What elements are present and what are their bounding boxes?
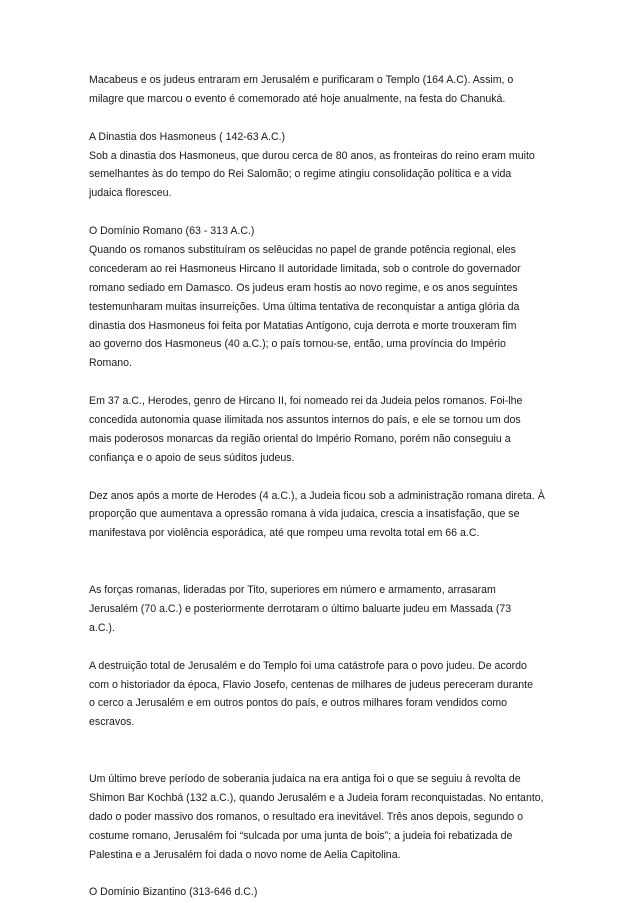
text-line: concedida autonomia quase ilimitada nos assuntos internos do país, e ele se tornou um dos	[89, 414, 521, 427]
text-line: Um último breve período de soberania judaica na era antiga foi o que se seguiu à revolta de	[89, 772, 521, 785]
text-line: costume romano, Jerusalém foi “sulcada por uma junta de bois”; a judeia foi rebatizada de	[89, 829, 513, 842]
paragraph-spacer	[89, 468, 559, 487]
text-line: concederam ao rei Hasmoneus Hircano II autoridade limitada, sob o controle do governador	[89, 262, 521, 275]
text-line: confiança e o apoio de seus súditos judeus.	[89, 451, 295, 464]
paragraph-destruicao	[89, 657, 559, 733]
text-line: ao governo dos Hasmoneus (40 a.C.); o país tornou-se, então, uma província do Império	[89, 338, 506, 351]
paragraph-spacer	[89, 864, 559, 883]
text-line: Shimon Bar Kochbá (132 a.C.), quando Jerusalém e a Judeia foram reconquistadas. No entanto,	[89, 791, 544, 804]
paragraph-bar-kochba	[89, 770, 559, 864]
paragraph-spacer	[89, 203, 559, 222]
text-line: Em 37 a.C., Herodes, genro de Hircano II, foi nomeado rei da Judeia pelos romanos. Foi-lhe	[89, 395, 523, 408]
text-line: Sob a dinastia dos Hasmoneus, que durou cerca de 80 anos, as fronteiras do reino eram muito	[89, 149, 535, 162]
paragraph-spacer	[89, 732, 559, 770]
section-heading: O Domínio Bizantino (313-646 d.C.)	[89, 886, 258, 899]
paragraph-spacer	[89, 543, 559, 581]
paragraph-revolta	[89, 487, 559, 544]
text-line: a.C.).	[89, 621, 115, 634]
section-heading: O Domínio Romano (63 - 313 A.C.)	[89, 225, 255, 238]
paragraph-herodes	[89, 392, 559, 468]
paragraph-bizantino	[89, 883, 559, 902]
text-line: judaica floresceu.	[89, 187, 172, 200]
text-line: A destruição total de Jerusalém e do Templo foi uma catástrofe para o povo judeu. De acordo	[89, 659, 527, 672]
text-line: escravos.	[89, 716, 135, 729]
text-line: com o historiador da época, Flavio Josefo, centenas de milhares de judeus pereceram durante	[89, 678, 534, 691]
paragraph-macabeus	[89, 71, 559, 109]
paragraph-spacer	[89, 373, 559, 392]
text-line: dado o poder massivo dos romanos, o resultado era inevitável. Três anos depois, segundo o	[89, 810, 524, 823]
text-line: testemunharam muitas insurreições. Uma última tentativa de reconquistar a antiga glória da	[89, 300, 520, 313]
text-line: Jerusalém (70 a.C.) e posteriormente derrotaram o último baluarte judeu em Massada (73	[89, 602, 512, 615]
text-line: milagre que marcou o evento é comemorado até hoje anualmente, na festa do Chanuká.	[89, 92, 506, 105]
paragraph-dominio-romano	[89, 222, 559, 373]
text-line: manifestava por violência esporádica, até que rompeu uma revolta total em 66 a.C.	[89, 527, 480, 540]
text-line: As forças romanas, lideradas por Tito, superiores em número e armamento, arrasaram	[89, 584, 496, 597]
paragraph-forcas-romanas	[89, 581, 559, 638]
text-line: Palestina e a Jerusalém foi dada o novo nome de Aelia Capitolina.	[89, 848, 401, 861]
text-line: Quando os romanos substituíram os selêucidas no papel de grande potência regional, eles	[89, 244, 516, 257]
paragraph-spacer	[89, 109, 559, 128]
paragraph-spacer	[89, 638, 559, 657]
text-line: proporção que aumentava a opressão romana à vida judaica, crescia a insatisfação, que se	[89, 508, 520, 521]
section-heading: A Dinastia dos Hasmoneus ( 142-63 A.C.)	[89, 130, 286, 143]
text-line: mais poderosos monarcas da região oriental do Império Romano, porém não conseguiu a	[89, 432, 511, 445]
text-line: Dez anos após a morte de Herodes (4 a.C.), a Judeia ficou sob a administração romana direta. À	[89, 489, 545, 502]
text-line: o cerco a Jerusalém e em outros pontos do país, e outros milhares foram vendidos como	[89, 697, 508, 710]
text-line: dinastia dos Hasmoneus foi feita por Matatias Antígono, cuja derrota e morte trouxeram fim	[89, 319, 517, 332]
paragraph-hasmoneus	[89, 128, 559, 204]
document-body	[89, 71, 559, 902]
text-line: romano sediado em Damasco. Os judeus eram hostis ao novo regime, e os anos seguintes	[89, 281, 518, 294]
text-line: Romano.	[89, 357, 132, 370]
text-line: semelhantes às do tempo do Rei Salomão; o regime atingiu consolidação política e a vida	[89, 168, 512, 181]
text-line: Macabeus e os judeus entraram em Jerusalém e purificaram o Templo (164 A.C). Assim, o	[89, 74, 514, 86]
